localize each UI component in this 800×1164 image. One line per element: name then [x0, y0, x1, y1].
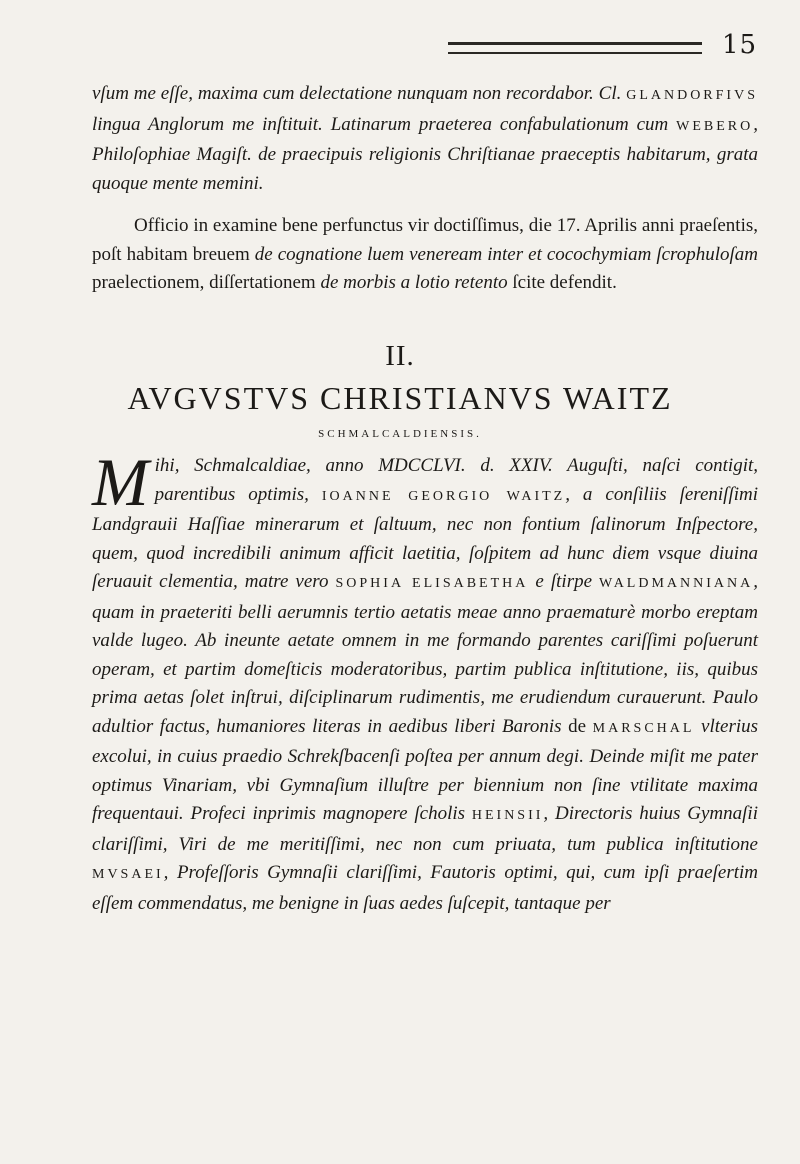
page-number: 15	[722, 30, 758, 60]
name-smallcaps: WALDMANNIANA	[599, 576, 754, 591]
text-run: , Philoſophiae Magiſt. de praecipuis religionis Chriſtianae praeceptis habitarum, grata quoque mente memini.	[92, 113, 758, 194]
text-run: vſum me eſſe, maxima cum delectatione nunquam non recordabor. Cl.	[92, 83, 622, 104]
name-smallcaps: MARSCHAL	[592, 720, 695, 736]
person-name-heading: AVGVSTVS CHRISTIANVS WAITZ	[127, 380, 673, 416]
text-run: , quam in praeteriti belli aerumnis tertio aetatis meae anno praematurè morbo ereptam valde lugeo. Ab ineunte aetate omnem in me formando parentes cariſſimi poſuerunt operam, et partim domeſticis moderatoribus, partim publica inſtitutione, iis, quibus prima aetas ſolet inſtrui, diſciplinarum rudimentis, me erudiendum curauerunt. Paulo adultior factus, humaniores literas in aedibus liberi Baronis	[92, 571, 758, 737]
text-run: , a conſiliis ſereniſſimi Landgrauii Haſſiae minerarum et ſaltuum, nec non fontium ſalinorum Inſpectore, quem, quod incredibili animum afficit laetitia, ſoſpitem ad hunc diem vsque diuina ſeruauit clementia, matre vero	[92, 483, 759, 592]
italic-title: de cognatione luem veneream inter et cocochymiam ſcrophuloſam	[254, 243, 759, 265]
paragraph-2	[92, 212, 758, 298]
text-run: lingua Anglorum me inſtituit. Latinarum praeterea confabulationum cum	[92, 113, 669, 135]
name-smallcaps: WEBERO	[676, 118, 754, 134]
text-run: ſcite defendit.	[512, 272, 617, 293]
text-run: de	[568, 715, 587, 737]
name-smallcaps: HEINSII	[471, 808, 544, 823]
section-number: II.	[385, 340, 415, 372]
name-smallcaps: MVSAEI	[92, 867, 164, 882]
text-run: , Profeſſoris Gymnaſii clariſſimi, Fautoris optimi, qui, cum ipſi praeſertim eſſem commendatus, me benigne in ſuas aedes ſuſcepit, tantaque per	[92, 862, 758, 914]
name-smallcaps: IOANNE GEORGIO WAITZ	[321, 488, 566, 504]
paragraph-3	[92, 444, 759, 918]
text-run: , Directoris huius Gymnaſii clariſſimi, Viri de me meritiſſimi, nec non cum priuata, tum publica inſtitutione	[92, 803, 758, 855]
text-run: vlterius excolui, in cuius praedio Schrekſbacenſi poſtea per annum degi. Deinde miſit me pater optimus Vinariam, vbi Gymnaſium illuſtre per biennium non ſine vtilitate maxima frequentaui. Profeci inprimis magnopere ſcholis	[92, 715, 759, 824]
text-run: e ſtirpe	[535, 571, 593, 592]
header-rule	[448, 42, 702, 54]
origin-subheading: SCHMALCALDIENSIS.	[318, 428, 482, 440]
italic-title: de morbis a lotio retento	[320, 272, 508, 293]
text-run: praelectionem, diſſertationem	[92, 272, 316, 293]
drop-cap: M	[92, 444, 149, 520]
text-run: ihi, Schmalcaldiae, anno MDCCLVI. d. XXIV. Auguſti, naſci contigit, parentibus optimis,	[154, 455, 758, 505]
name-smallcaps: SOPHIA ELISABETHA	[335, 576, 529, 591]
text-run: Officio in examine bene perfunctus vir doctiſſimus, die 17. Aprilis anni praeſentis, poſt habitam breuem	[92, 215, 758, 265]
paragraph-1	[92, 80, 758, 198]
name-smallcaps: GLANDORFIVS	[626, 88, 758, 103]
